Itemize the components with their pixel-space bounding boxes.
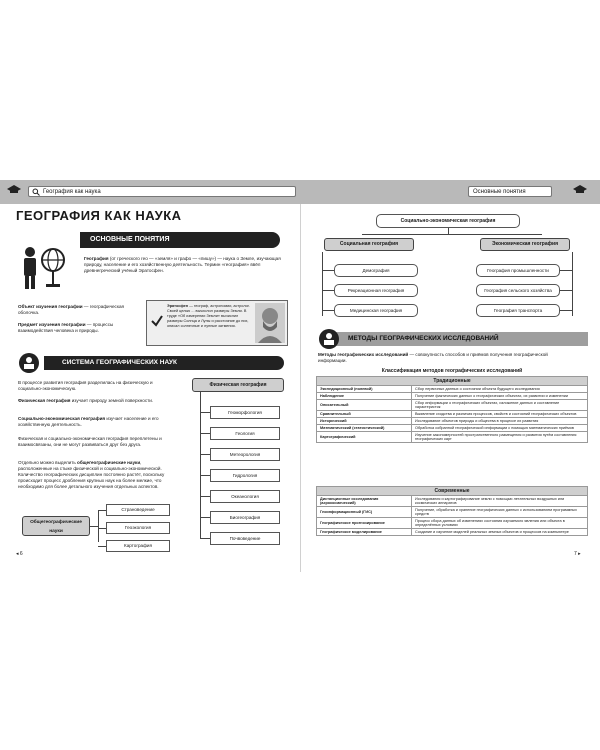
- physical-geo-item: Метеорология: [210, 448, 280, 461]
- intro-term: География: [84, 256, 109, 261]
- eratosthenes-text: [167, 304, 253, 329]
- right-header-tab: [468, 186, 552, 197]
- social-geo-item: Демография: [334, 264, 418, 277]
- general-term: общегеографические науки: [77, 460, 141, 465]
- physical-geo-item: Гидрология: [210, 469, 280, 482]
- modern-methods-table: [316, 486, 588, 536]
- social-geography-head: Социальная география: [324, 238, 414, 251]
- traditional-methods-table: [316, 376, 588, 443]
- method-name: Географическое прогнозирование: [317, 518, 412, 529]
- social-geo-item: Рекреационная география: [334, 284, 418, 297]
- physical-geo-item: Океанология: [210, 490, 280, 503]
- reader-icon: [18, 352, 40, 374]
- subject-term: Предмет изучения географии: [18, 322, 86, 327]
- general-text-a: Отдельно можно выделить: [18, 460, 76, 465]
- general-sciences-head: Общегеографические науки: [22, 516, 90, 536]
- general-science-item: Картография: [106, 540, 170, 552]
- object-text: — географическая оболочка.: [18, 304, 124, 315]
- object-term: Объект изучения географии: [18, 304, 83, 309]
- economic-geo-item: География сельского хозяйства: [476, 284, 560, 297]
- method-description: Выявление сходства и различия процессов, свойств и состояний географических объектов: [412, 411, 588, 418]
- method-row: [317, 418, 588, 425]
- method-description: Сбор первичных данных о состоянии объекта будущего исследования: [412, 386, 588, 393]
- spine: [300, 204, 301, 572]
- page-number-right-value: 7: [574, 551, 577, 557]
- section-research-methods: МЕТОДЫ ГЕОГРАФИЧЕСКИХ ИССЛЕДОВАНИЙ: [334, 332, 588, 346]
- method-description: Процесс сбора данных об изменениях состояния изучаемого явления или объекта в определённых условиях: [412, 518, 588, 529]
- method-row: [317, 507, 588, 518]
- economic-geo-item: География промышленности: [476, 264, 560, 277]
- page-number-left: ◂ 6: [16, 551, 23, 557]
- page-title: ГЕОГРАФИЯ КАК НАУКА: [16, 208, 182, 223]
- method-row: [317, 411, 588, 418]
- method-description: Получение фактических данных о географических объектах, их развитии и изменении: [412, 393, 588, 400]
- classification-title: Классификация методов географических исследований: [381, 368, 523, 374]
- method-name: Геоинформационный (ГИС): [317, 507, 412, 518]
- subject-definition: [18, 322, 138, 334]
- method-name: Экспедиционный (полевой): [317, 386, 412, 393]
- method-name: Исторический: [317, 418, 412, 425]
- para-physical: [18, 398, 168, 404]
- method-row: [317, 393, 588, 400]
- method-description: Сбор информации о географических объектах, изложение данных и составление характеристик: [412, 400, 588, 411]
- checkmark-icon: [151, 315, 163, 327]
- section-geo-sciences: СИСТЕМА ГЕОГРАФИЧЕСКИХ НАУК: [44, 356, 284, 370]
- method-description: Исследования и картографирование земли с помощью летательных воздушных или космических аппаратов: [412, 496, 588, 507]
- page-number-right: 7 ▸: [574, 551, 581, 557]
- left-header-tab: [28, 186, 296, 197]
- method-description: Получение, обработка и хранение географических данных с использованием программных средств: [412, 507, 588, 518]
- graduation-cap-icon: [6, 184, 22, 196]
- method-name: Дистанционные исследования (аэрокосмический): [317, 496, 412, 507]
- object-definition: [18, 304, 138, 316]
- book-spread: [0, 180, 600, 572]
- section-basic-concepts: ОСНОВНЫЕ ПОНЯТИЯ: [80, 232, 280, 248]
- traditional-head: Традиционные: [317, 377, 588, 386]
- socio-term: Социально-экономическая география: [18, 416, 106, 421]
- para-divided: В процессе развития география разделилась на физическую и социально-экономическую.: [18, 380, 153, 391]
- method-row: [317, 386, 588, 393]
- physical-text: изучает природу земной поверхности.: [71, 398, 154, 403]
- socio-text: изучает население и его хозяйственную деятельность.: [18, 416, 159, 427]
- search-icon: [32, 188, 40, 196]
- method-name: Географическое моделирование: [317, 529, 412, 536]
- physical-geo-item: Геология: [210, 427, 280, 440]
- method-row: [317, 496, 588, 507]
- general-science-item: Геоэкология: [106, 522, 170, 534]
- page-number-left-value: 6: [19, 551, 23, 557]
- graduation-cap-icon: [572, 184, 588, 196]
- method-name: Описательный: [317, 400, 412, 411]
- method-row: [317, 425, 588, 432]
- general-text-b: , расположенные на стыке физической и социально-экономической. Количество географических дисциплин постоянно растёт, поскольку происходит процесс дробления крупных наук на более мелкие, что необходимо для более детального изучения отдельных аспектов.: [18, 460, 165, 489]
- method-name: Картографический: [317, 432, 412, 443]
- method-name: Наблюдение: [317, 393, 412, 400]
- eratosthenes-note: [146, 300, 288, 346]
- methods-definition: [318, 352, 548, 364]
- method-row: [317, 518, 588, 529]
- physical-geo-item: Почвоведение: [210, 532, 280, 545]
- method-description: Создание и изучение моделей реальных земных объектов и процессов на компьютере: [412, 529, 588, 536]
- methods-text: — совокупность способов и приёмов получения географической информации.: [318, 352, 548, 363]
- socio-economic-head: Социально-экономическая география: [376, 214, 520, 228]
- economic-geography-head: Экономическая география: [480, 238, 570, 251]
- method-name: Математический (статистический): [317, 425, 412, 432]
- scientist-globe-icon: [18, 244, 68, 290]
- para-general: [18, 460, 168, 490]
- method-description: Изучение закономерностей пространственного размещения и развития путём составления географических карт: [412, 432, 588, 443]
- method-row: [317, 400, 588, 411]
- eratosthenes-desc: — географ, астрономии, астролог. Своей целью ... вычислил размеры Земли. В труде «Об измерении Земли» вычислил размеры Солнца и Луны и расстояние до них, описал солнечные и лунные затмения.: [167, 304, 250, 328]
- eratosthenes-term: Эратосфен: [167, 304, 188, 308]
- general-science-item: Страноведение: [106, 504, 170, 516]
- intro-text: (от греческого гео — «земля» и графо — «пишу») — наука о Земле, изучающая природу, население и его хозяйственную деятельность. Термин «география» ввёл древнегреческий учёный Эратосфен.: [84, 256, 281, 273]
- header-band: [0, 180, 600, 204]
- social-geo-item: Медицинская география: [334, 304, 418, 317]
- subject-text: — процессы взаимодействия человека и природы.: [18, 322, 114, 333]
- economic-geo-item: География транспорта: [476, 304, 560, 317]
- reader-icon: [318, 328, 340, 350]
- para-socio: [18, 416, 168, 428]
- method-description: Исследование объектов природы и общества в процессе их развития: [412, 418, 588, 425]
- modern-head: Современные: [317, 487, 588, 496]
- method-row: [317, 432, 588, 443]
- methods-term: Методы географических исследований: [318, 352, 409, 357]
- intro-paragraph: [84, 256, 288, 274]
- physical-geo-item: Геоморфология: [210, 406, 280, 419]
- physical-term: Физическая география: [18, 398, 71, 403]
- eratosthenes-bust-icon: [255, 303, 285, 343]
- method-name: Сравнительный: [317, 411, 412, 418]
- method-description: Обработка собранной географической информации с помощью математических приёмов: [412, 425, 588, 432]
- right-header-text: Основные понятия: [473, 189, 526, 195]
- left-header-text: География как наука: [43, 189, 101, 195]
- physical-geo-item: Биогеография: [210, 511, 280, 524]
- para-interconnected: Физическая и социально-экономическая география переплетены и взаимосвязаны, они не могут развиваться друг без друга.: [18, 436, 162, 447]
- physical-geography-head: Физическая география: [192, 378, 284, 392]
- method-row: [317, 529, 588, 536]
